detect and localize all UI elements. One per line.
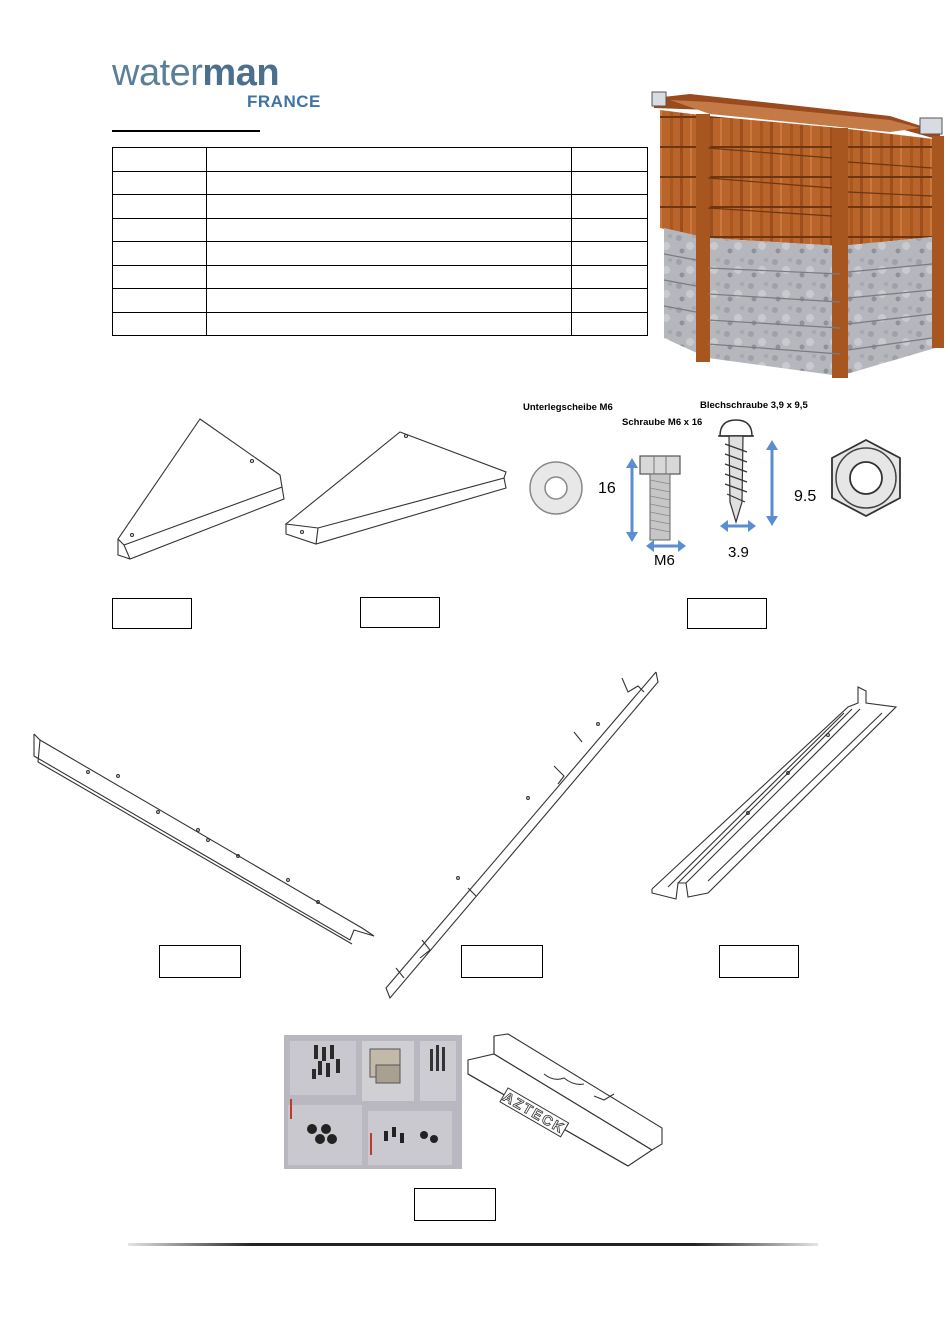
rail-profile-long bbox=[28, 730, 378, 945]
part-label-box bbox=[687, 598, 767, 629]
sheet-screw-label: Blechschraube 3,9 x 9,5 bbox=[700, 400, 808, 411]
parts-table-cell bbox=[113, 148, 207, 172]
parts-table-cell bbox=[113, 289, 207, 313]
parts-table-cell bbox=[207, 242, 572, 266]
parts-table-cell bbox=[572, 242, 648, 266]
logo-text-water: water bbox=[112, 52, 203, 94]
washer-icon bbox=[528, 460, 584, 516]
parts-table-row bbox=[113, 265, 648, 289]
parts-table-row bbox=[113, 171, 648, 195]
washer-label: Unterlegscheibe M6 bbox=[523, 402, 613, 413]
footer-rule bbox=[128, 1243, 818, 1246]
parts-table-row bbox=[113, 195, 648, 219]
parts-table-cell bbox=[113, 195, 207, 219]
screw-diameter-value: M6 bbox=[654, 552, 675, 569]
parts-table-row bbox=[113, 289, 648, 313]
parts-table-cell bbox=[207, 312, 572, 336]
screw-label: Schraube M6 x 16 bbox=[622, 417, 703, 428]
box-print-text: AZTECK bbox=[500, 1088, 569, 1137]
parts-table-cell bbox=[207, 195, 572, 219]
sheet-screw-diameter-value: 3.9 bbox=[728, 544, 749, 561]
parts-table-cell bbox=[207, 148, 572, 172]
part-label-box bbox=[112, 598, 192, 629]
parts-table-cell bbox=[572, 265, 648, 289]
logo-text-man: man bbox=[202, 52, 280, 94]
parts-table-row bbox=[113, 148, 648, 172]
parts-table-cell bbox=[572, 289, 648, 313]
hex-nut-icon bbox=[826, 438, 906, 518]
parts-table-cell bbox=[113, 171, 207, 195]
parts-table-row bbox=[113, 218, 648, 242]
logo-subtitle: FRANCE bbox=[247, 92, 321, 111]
sheet-screw-length-arrow bbox=[766, 440, 778, 526]
parts-table-cell bbox=[113, 265, 207, 289]
screw-diameter-arrow bbox=[646, 540, 686, 552]
parts-table-cell bbox=[572, 148, 648, 172]
parts-table-row bbox=[113, 312, 648, 336]
hardware-bags-photo bbox=[284, 1035, 462, 1169]
brand-logo bbox=[112, 54, 279, 92]
screw-length-arrow bbox=[626, 458, 638, 542]
part-label-box bbox=[159, 945, 241, 978]
rail-channel-profile bbox=[648, 683, 900, 901]
parts-table-cell bbox=[572, 218, 648, 242]
parts-table-cell bbox=[207, 289, 572, 313]
corner-plate-long bbox=[282, 428, 512, 548]
parts-table-cell bbox=[207, 265, 572, 289]
parts-table-cell bbox=[572, 195, 648, 219]
parts-table-cell bbox=[113, 312, 207, 336]
skimmer-box bbox=[464, 1030, 670, 1168]
screw-length-value: 16 bbox=[598, 480, 616, 497]
part-label-box bbox=[360, 597, 440, 628]
part-label-box bbox=[461, 945, 543, 978]
parts-table-cell bbox=[113, 242, 207, 266]
sheet-screw-length-value: 9.5 bbox=[794, 488, 817, 505]
part-label-box bbox=[719, 945, 799, 978]
parts-table bbox=[112, 147, 648, 336]
parts-table-cell bbox=[207, 171, 572, 195]
parts-table-cell bbox=[572, 171, 648, 195]
parts-table-cell bbox=[113, 218, 207, 242]
parts-table-cell bbox=[207, 218, 572, 242]
sheet-screw-icon bbox=[716, 418, 756, 526]
parts-table-cell bbox=[572, 312, 648, 336]
sheet-screw-diameter-arrow bbox=[720, 520, 756, 532]
part-label-box bbox=[414, 1188, 496, 1221]
corner-plate-large bbox=[112, 415, 287, 560]
title-underline bbox=[112, 130, 260, 132]
pool-illustration bbox=[650, 88, 946, 378]
parts-table-row bbox=[113, 242, 648, 266]
